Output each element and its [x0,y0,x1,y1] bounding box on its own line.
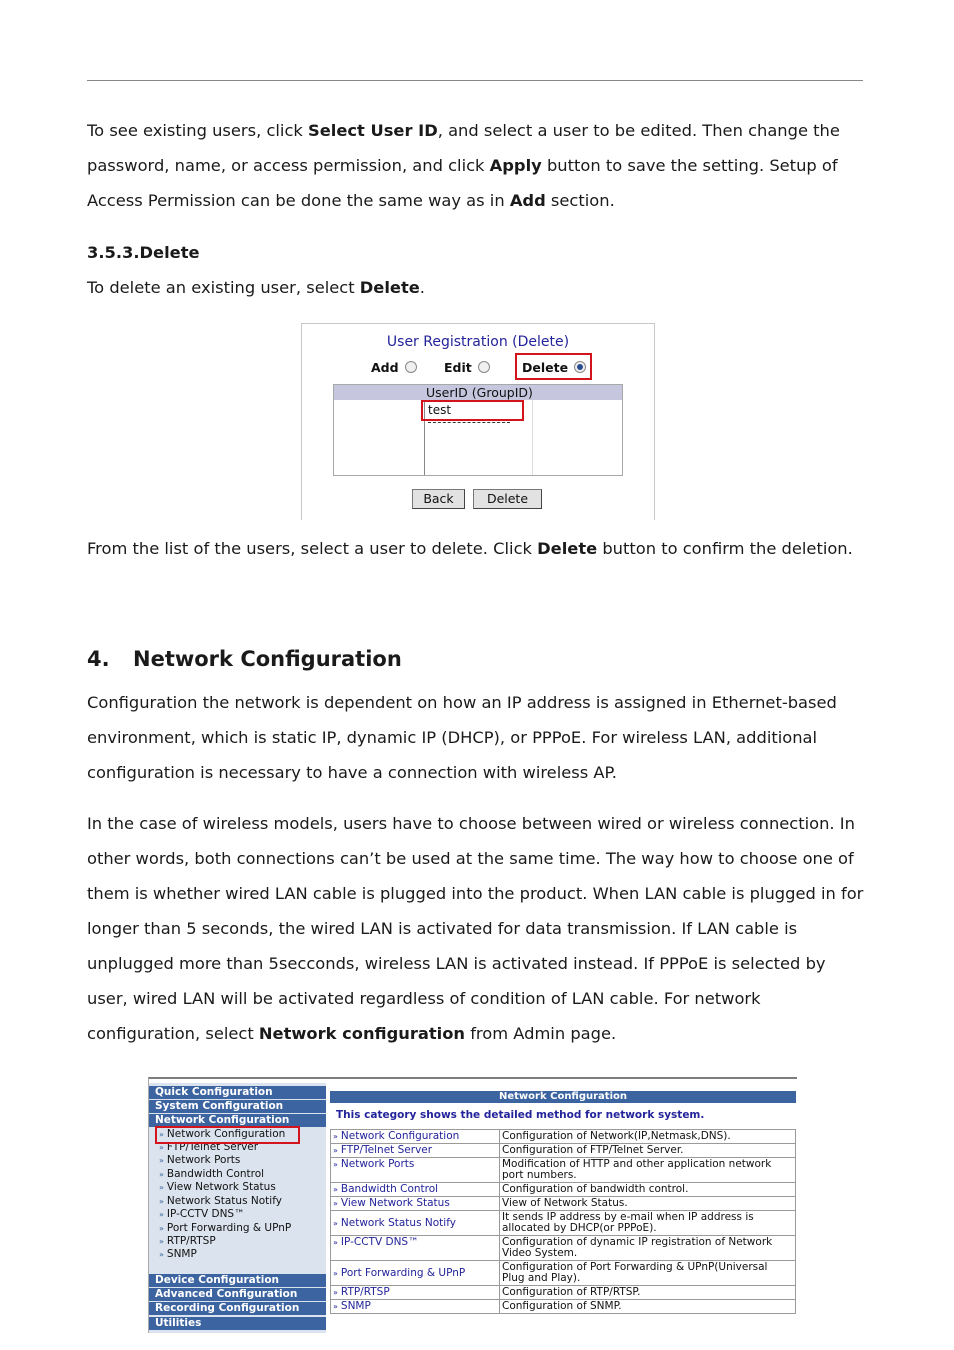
option-edit[interactable]: Edit [444,360,490,375]
double-chevron-icon: » [159,1170,164,1179]
network-intro-paragraph: Configuration the network is dependent on how an IP address is assigned in Ethernet-based environment, which is static IP, dynamic IP (DHCP), or PPPoE. For wireless LAN, additional configuration is necessary to have a connection with wireless AP. [87,693,837,782]
sidebar-item-network-configuration[interactable]: » Network Configuration [159,1128,286,1140]
table-row [331,1183,796,1197]
table-desc-cell: Configuration of SNMP. [500,1300,796,1314]
sidebar-head-quick-configuration[interactable]: Quick Configuration [149,1086,326,1099]
sidebar-item-snmp[interactable]: » SNMP [159,1248,197,1260]
sidebar-head-device-configuration[interactable]: Device Configuration [149,1274,326,1287]
network-configuration-panel [330,1079,796,1333]
double-chevron-icon: » [159,1210,164,1219]
user-list-box[interactable] [333,384,623,476]
table-desc-cell: Configuration of bandwidth control. [500,1183,796,1197]
table-link-cell[interactable]: » Bandwidth Control [331,1183,500,1197]
header-rule [87,80,863,81]
delete-button[interactable]: Delete [473,489,542,509]
sidebar-item-network-status-notify[interactable]: » Network Status Notify [159,1195,282,1207]
sidebar-head-advanced-configuration[interactable]: Advanced Configuration [149,1288,326,1301]
table-link-cell[interactable]: » Network Configuration [331,1130,500,1144]
sidebar-head-system-configuration[interactable]: System Configuration [149,1100,326,1113]
sidebar-item-bandwidth-control[interactable]: » Bandwidth Control [159,1168,265,1180]
table-row [331,1144,796,1158]
radio-edit-icon[interactable] [478,361,490,373]
table-row [331,1197,796,1211]
table-desc-cell: Configuration of Port Forwarding & UPnP(Universal Plug and Play). [500,1261,796,1286]
network-configuration-screenshot [148,1077,797,1333]
after-delete-paragraph: From the list of the users, select a user to delete. Click Delete button to confirm the deletion. [87,539,853,558]
table-link-cell[interactable]: » SNMP [331,1300,500,1314]
double-chevron-icon: » [159,1197,164,1206]
highlight-network-configuration [155,1126,300,1144]
panel-description: This category shows the detailed method for network system. [336,1109,705,1121]
sidebar-item-network-ports[interactable]: » Network Ports [159,1154,241,1166]
double-chevron-icon: » [159,1143,164,1152]
sidebar-item-view-network-status[interactable]: » View Network Status [159,1181,276,1193]
sidebar-head-utilities[interactable]: Utilities [149,1317,326,1330]
radio-add-icon[interactable] [405,361,417,373]
table-link-cell[interactable]: » IP-CCTV DNS™ [331,1236,500,1261]
table-desc-cell: It sends IP address by e-mail when IP address is allocated by DHCP(or PPPoE). [500,1211,796,1236]
user-registration-title: User Registration (Delete) [386,334,570,350]
table-link-cell[interactable]: » RTP/RTSP [331,1286,500,1300]
table-link-cell[interactable]: » Network Status Notify [331,1211,500,1236]
sidebar-item-ip-cctv-dns[interactable]: » IP-CCTV DNS™ [159,1208,245,1220]
table-desc-cell: Configuration of FTP/Telnet Server. [500,1144,796,1158]
panel-title: Network Configuration [330,1091,796,1103]
section-4-heading: 4. Network Configuration [87,647,402,671]
table-desc-cell: Modification of HTTP and other application network port numbers. [500,1158,796,1183]
table-row [331,1130,796,1144]
back-button[interactable]: Back [412,489,465,509]
sidebar-item-ftp-telnet[interactable]: » FTP/Telnet Server [159,1141,259,1153]
table-row [331,1286,796,1300]
user-registration-delete-screenshot [301,323,655,520]
network-config-table [330,1129,796,1314]
table-link-cell[interactable]: » Port Forwarding & UPnP [331,1261,500,1286]
option-add[interactable]: Add [371,360,417,375]
highlight-delete-option [515,353,592,380]
table-desc-cell: View of Network Status. [500,1197,796,1211]
double-chevron-icon: » [159,1250,164,1259]
highlight-test-user [421,400,524,421]
table-row [331,1261,796,1286]
intro-paragraph: To see existing users, click Select User ID, and select a user to be edited. Then change the password, name, or access permission, and click Apply button to save the setting. Setup of Access Permission can be done the same way as in Add section. [87,121,840,210]
double-chevron-icon: » [159,1130,164,1139]
double-chevron-icon: » [159,1156,164,1165]
table-row [331,1211,796,1236]
table-row [331,1300,796,1314]
table-link-cell[interactable]: » Network Ports [331,1158,500,1183]
table-row [331,1236,796,1261]
user-list-item-test[interactable]: test [428,403,452,417]
delete-heading: 3.5.3.Delete [87,243,200,262]
double-chevron-icon: » [159,1237,164,1246]
admin-sidebar [149,1083,326,1333]
table-link-cell[interactable]: » View Network Status [331,1197,500,1211]
double-chevron-icon: » [159,1224,164,1233]
table-row [331,1158,796,1183]
sidebar-head-network-configuration[interactable]: Network Configuration [149,1114,326,1127]
table-desc-cell: Configuration of dynamic IP registration of Network Video System. [500,1236,796,1261]
double-chevron-icon: » [159,1183,164,1192]
option-delete[interactable]: Delete [522,360,586,375]
table-desc-cell: Configuration of RTP/RTSP. [500,1286,796,1300]
sidebar-head-recording-configuration[interactable]: Recording Configuration [149,1302,326,1315]
sidebar-item-port-forwarding[interactable]: » Port Forwarding & UPnP [159,1222,292,1234]
user-list-header: UserID (GroupID) [334,385,622,400]
sidebar-item-rtp-rtsp[interactable]: » RTP/RTSP [159,1235,216,1247]
wireless-paragraph: In the case of wireless models, users have to choose between wired or wireless connection. In other words, both connections can’t be used at the same time. The way how to choose one of them is whether wired LAN cable is plugged into the product. When LAN cable is plugged in for longer than 5 seconds, the wired LAN is activated for data transmission. If LAN cable is unplugged more than 5secconds, wireless LAN is activated instead. If PPPoE is selected by user, wired LAN will be activated regardless of condition of LAN cable. For network configuration, select Network configuration from Admin page. [87,814,864,1043]
list-separator [428,422,510,423]
table-link-cell[interactable]: » FTP/Telnet Server [331,1144,500,1158]
table-desc-cell: Configuration of Network(IP,Netmask,DNS). [500,1130,796,1144]
delete-paragraph: To delete an existing user, select Delete. [87,278,425,297]
